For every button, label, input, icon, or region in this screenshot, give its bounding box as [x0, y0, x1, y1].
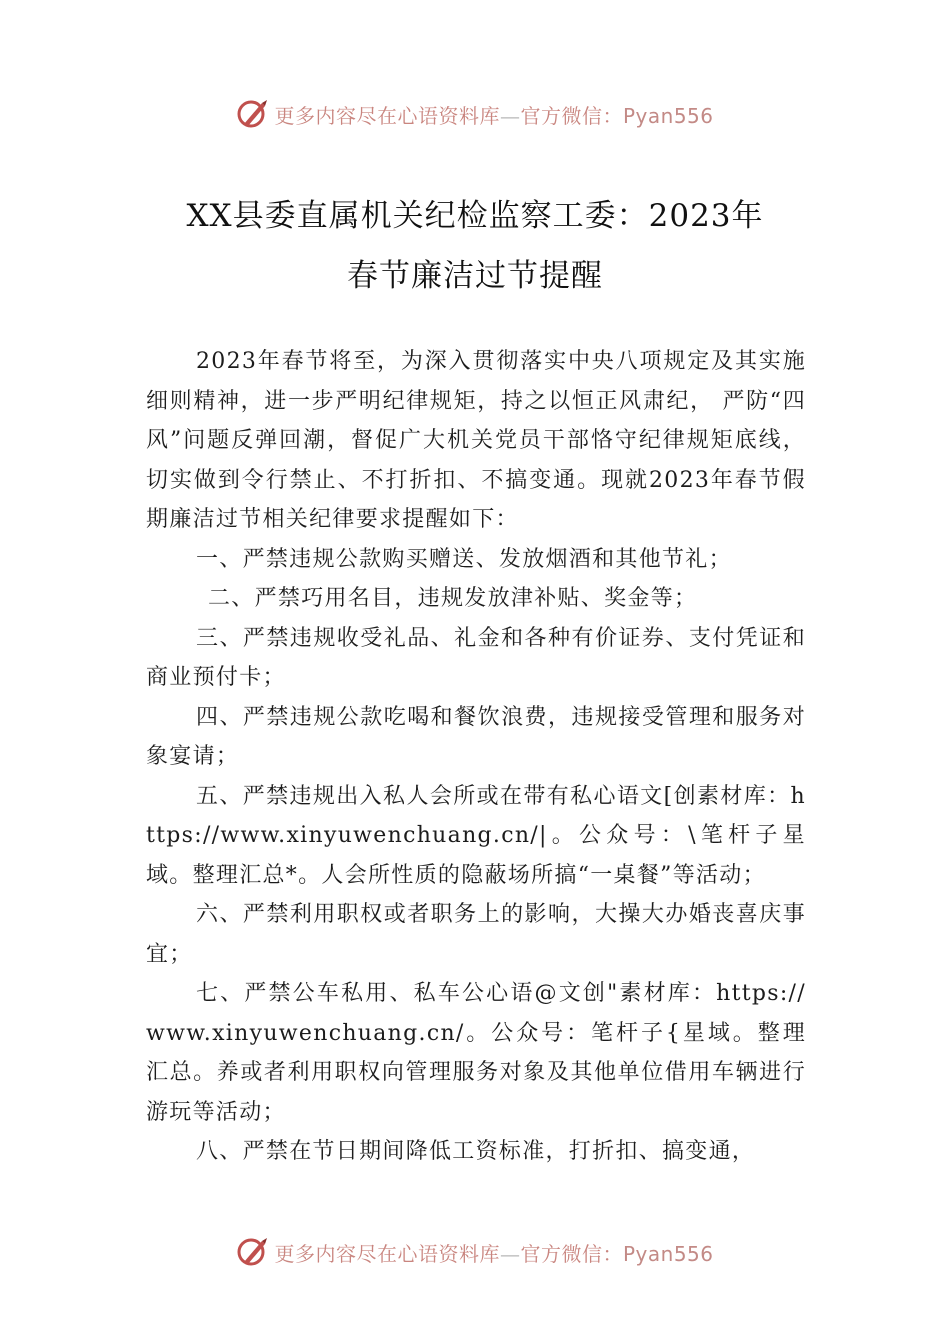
- rule-item-4: 四、严禁违规公款吃喝和餐饮浪费，违规接受管理和服务对象宴请；: [146, 704, 806, 769]
- document-body: [146, 342, 806, 1172]
- intro-paragraph: 2023年春节将至，为深入贯彻落实中央八项规定及其实施细则精神，进一步严明纪律规矩，持之以恒正风肃纪， 严防“四风”问题反弹回潮，督促广大机关党员干部恪守纪律规矩底线，切实做到令行禁止、不打折扣、不搞变通。现就2023年春节假期廉洁过节相关纪律要求提醒如下：: [146, 349, 806, 532]
- title-line-1: XX县委直属机关纪检监察工委：2023年: [186, 198, 764, 234]
- rule-item-3: 三、严禁违规收受礼品、礼金和各种有价证券、支付凭证和商业预付卡；: [146, 625, 806, 690]
- quill-pen-icon: [236, 97, 270, 131]
- quill-pen-icon: [236, 1235, 270, 1269]
- rule-item-2: 二、严禁巧用名目，违规发放津补贴、奖金等；: [208, 586, 698, 611]
- document-title: [120, 186, 830, 306]
- header-watermark-banner: [0, 94, 950, 134]
- rule-item-7: 七、严禁公车私用、私车公心语@文创"素材库：https://www.xinyuwenchuang.cn/。公众号：笔杆子{星域。整理汇总。养或者利用职权向管理服务对象及其他单位借用车辆进行游玩等活动；: [146, 981, 806, 1125]
- rule-item-8: 八、严禁在节日期间降低工资标准，打折扣、搞变通，: [196, 1139, 756, 1164]
- title-line-2: 春节廉洁过节提醒: [347, 258, 603, 294]
- rule-item-1: 一、严禁违规公款购买赠送、发放烟酒和其他节礼；: [196, 546, 732, 572]
- rule-item-6: 六、严禁利用职权或者职务上的影响，大操大办婚丧喜庆事宜；: [146, 902, 806, 967]
- footer-watermark-banner: [0, 1232, 950, 1272]
- watermark-text: 更多内容尽在心语资料库—官方微信：Pyan556: [274, 103, 714, 128]
- rule-item-5: 五、严禁违规出入私人会所或在带有私心语文[创素材库：https://www.xinyuwenchuang.cn/|。公众号：\笔杆子星域。整理汇总*。人会所性质的隐蔽场所搞“一桌餐”等活动；: [146, 783, 806, 888]
- watermark-text: 更多内容尽在心语资料库—官方微信：Pyan556: [274, 1241, 714, 1266]
